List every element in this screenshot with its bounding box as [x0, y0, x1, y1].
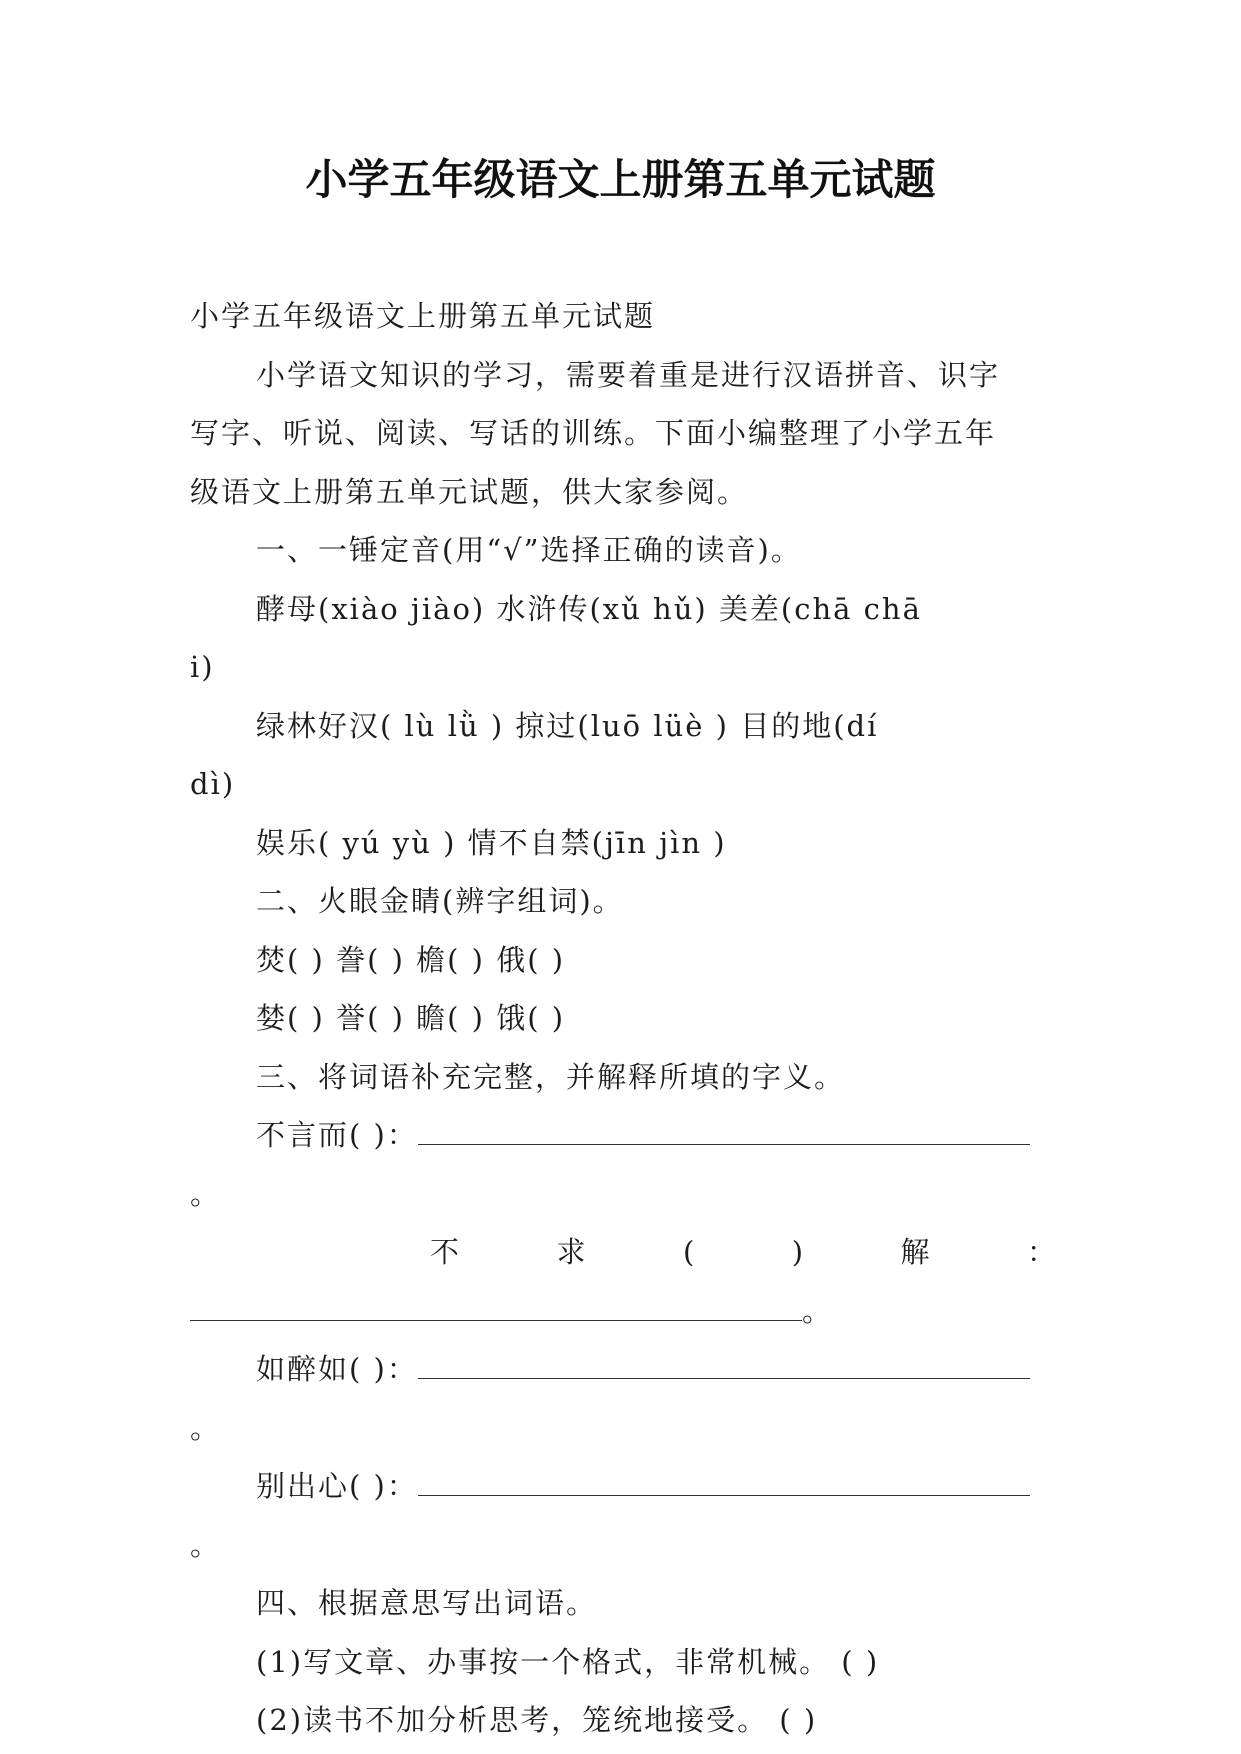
- fill-item-prefix: 不言而( )：: [256, 1118, 418, 1152]
- end-mark: 。: [190, 1527, 222, 1562]
- section-heading: 四、根据意思写出词语。: [256, 1586, 598, 1620]
- section-heading: 二、火眼金睛(辨字组词)。: [256, 884, 624, 918]
- end-mark: 。: [190, 1176, 222, 1211]
- spread-char: ：: [1026, 1235, 1056, 1269]
- spread-char: ): [791, 1235, 804, 1269]
- intro-line: 写字、听说、阅读、写话的训练。下面小编整理了小学五年: [190, 416, 997, 450]
- question-line: 婪( ) 誉( ) 瞻( ) 饿( ): [256, 1001, 566, 1035]
- fill-item-spread: [190, 1223, 1056, 1282]
- fill-item-prefix: 别出心( )：: [256, 1469, 418, 1503]
- fill-item: [190, 1340, 1056, 1457]
- fill-item-continuation: [190, 1282, 1056, 1341]
- intro-line: 小学语文知识的学习，需要着重是进行汉语拼音、识字: [256, 357, 1001, 392]
- answer-blank[interactable]: [190, 1296, 802, 1321]
- answer-blank[interactable]: [418, 1471, 1030, 1496]
- fill-item: [190, 1457, 1056, 1574]
- spread-char: 不: [430, 1235, 460, 1269]
- subtitle: 小学五年级语文上册第五单元试题: [190, 299, 656, 333]
- page-title: 小学五年级语文上册第五单元试题: [305, 155, 936, 204]
- document-body: [190, 287, 1056, 1750]
- intro-line: 级语文上册第五单元试题，供大家参阅。: [190, 474, 749, 509]
- question-line: i): [190, 650, 215, 684]
- end-mark: 。: [190, 1410, 222, 1445]
- question-line: dì): [190, 767, 236, 801]
- answer-blank[interactable]: [418, 1354, 1030, 1379]
- section-heading: 三、将词语补充完整，并解释所填的字义。: [256, 1059, 846, 1094]
- end-mark: 。: [802, 1293, 834, 1328]
- question-line: 娱乐( yú yù ) 情不自禁(jīn jìn ): [256, 825, 727, 860]
- spread-char: 求: [556, 1235, 586, 1269]
- question-line: 绿林好汉( lù lǜ ) 掠过(luō lüè ) 目的地(dí: [256, 708, 879, 743]
- spread-char: (: [682, 1235, 695, 1269]
- answer-blank[interactable]: [418, 1120, 1030, 1145]
- question-line: 焚( ) 誊( ) 檐( ) 俄( ): [256, 942, 566, 977]
- fill-item-prefix: 如醉如( )：: [256, 1352, 418, 1386]
- fill-item: [190, 1106, 1056, 1223]
- spread-char: 解: [900, 1235, 930, 1269]
- question-line: (1)写文章、办事按一个格式，非常机械。 ( ): [256, 1644, 880, 1679]
- section-heading: 一、一锤定音(用“√”选择正确的读音)。: [256, 533, 802, 567]
- question-line: (2)读书不加分析思考，笼统地接受。 ( ): [256, 1703, 818, 1737]
- question-line: 酵母(xiào jiào) 水浒传(xǔ hǔ) 美差(chā chā: [256, 591, 922, 626]
